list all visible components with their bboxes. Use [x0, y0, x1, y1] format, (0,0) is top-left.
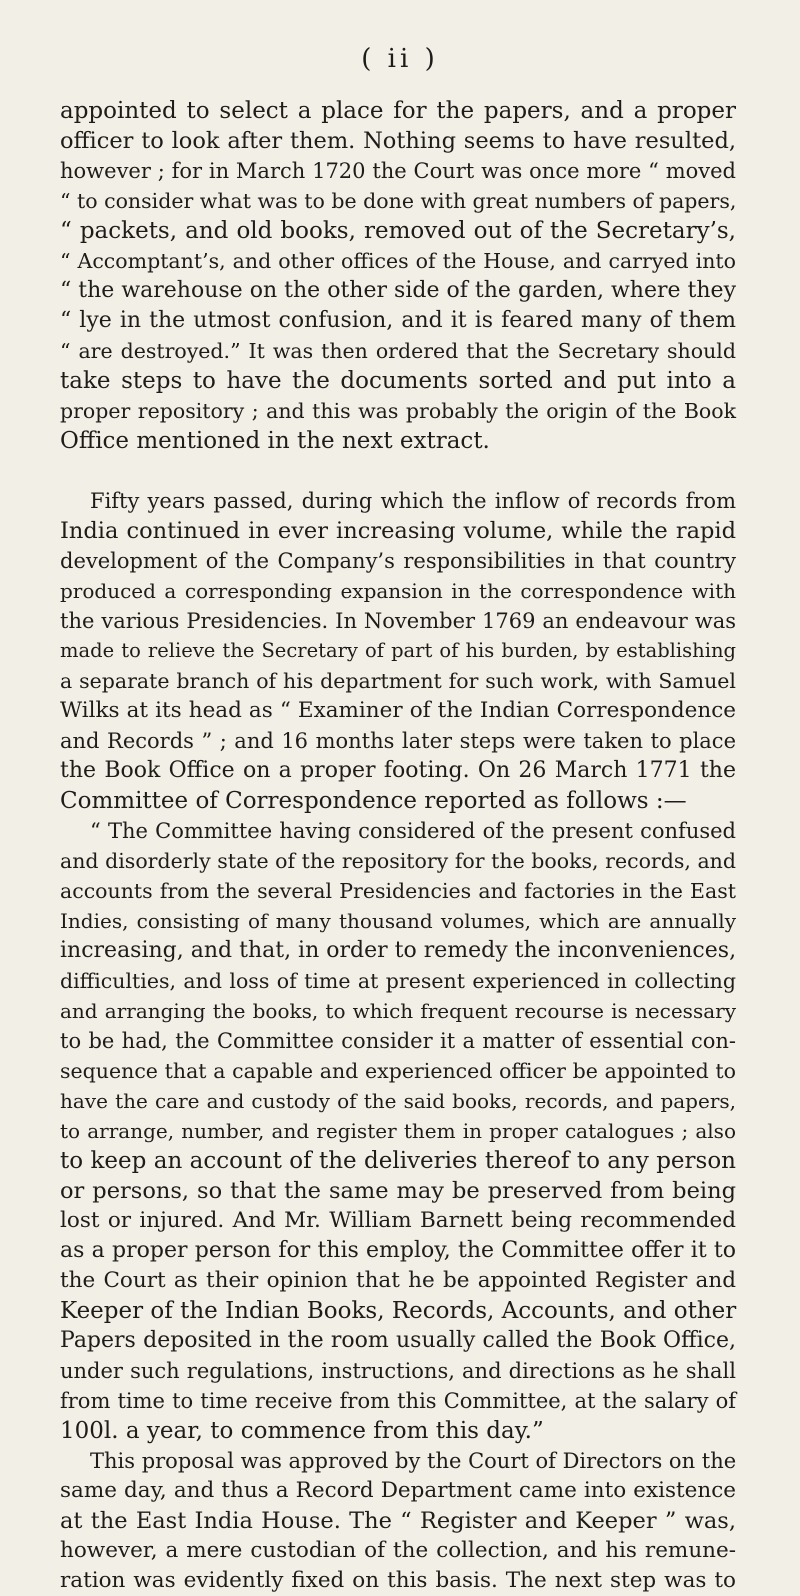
text-line: 100l. a year, to commence from this day.” — [60, 1418, 544, 1444]
text-line: and disorderly state of the repository for the books, records, and — [60, 849, 736, 873]
text-line: “ The Committee having considered of the present confused — [90, 819, 736, 843]
text-line: “ lye in the utmost confusion, and it is feared many of them — [60, 308, 736, 333]
text-line: to keep an account of the deliveries thereof to any person — [60, 1148, 736, 1174]
text-line: Indies, consisting of many thousand volumes, which are annually — [60, 909, 736, 933]
text-line: however, a mere custodian of the collection, and his remune- — [60, 1538, 736, 1563]
paragraph — [60, 486, 736, 816]
text-line: same day, and thus a Record Department came into existence — [60, 1478, 736, 1503]
text-line: the Court as their opinion that he be appointed Register and — [60, 1268, 736, 1293]
text-line: to be had, the Committee consider it a matter of essential con- — [60, 1029, 736, 1053]
text-line: the various Presidencies. In November 1769 an endeavour was — [60, 609, 736, 633]
text-line: “ the warehouse on the other side of the garden, where they — [60, 278, 736, 303]
text-line: India continued in ever increasing volume, while the rapid — [60, 518, 736, 544]
text-line: under such regulations, instructions, and directions as he shall — [60, 1359, 736, 1383]
text-line: as a proper person for this employ, the Committee offer it to — [60, 1238, 736, 1263]
text-line: made to relieve the Secretary of part of his burden, by establishing — [60, 639, 736, 662]
text-line: Keeper of the Indian Books, Records, Accounts, and other — [60, 1298, 737, 1324]
body-text — [60, 96, 736, 1596]
text-line: a separate branch of his department for such work, with Samuel — [60, 669, 736, 693]
page-number: ( ii ) — [361, 44, 439, 74]
text-line: “ Accomptant’s, and other offices of the House, and carryed into — [60, 249, 736, 273]
text-line: proper repository ; and this was probably the origin of the Book — [60, 399, 736, 423]
text-line: from time to time receive from this Committee, at the salary of — [60, 1389, 736, 1413]
text-line: Wilks at its head as “ Examiner of the Indian Correspondence — [60, 698, 736, 723]
text-line: officer to look after them. Nothing seems to have resulted, — [60, 128, 736, 154]
text-line: sequence that a capable and experienced officer be appointed to — [60, 1059, 736, 1083]
text-line: “ to consider what was to be done with great numbers of papers, — [60, 189, 737, 213]
text-line: lost or injured. And Mr. William Barnett being recommended — [60, 1208, 736, 1233]
text-line: ration was evidently fixed on this basis. The next step was to — [60, 1568, 736, 1593]
text-line: development of the Company’s responsibilities in that country — [60, 549, 736, 573]
paragraph — [60, 96, 736, 456]
text-line: This proposal was approved by the Court of Directors on the — [90, 1449, 737, 1473]
text-line: to arrange, number, and register them in proper catalogues ; also — [60, 1119, 736, 1143]
text-line: Fifty years passed, during which the inflow of records from — [90, 489, 736, 513]
paragraph — [60, 1446, 736, 1596]
text-line: or persons, so that the same may be preserved from being — [60, 1178, 736, 1204]
text-line: the Book Office on a proper footing. On 26 March 1771 the — [60, 758, 736, 783]
text-line: Committee of Correspondence reported as follows :— — [60, 788, 687, 814]
text-line: increasing, and that, in order to remedy the inconveniences, — [60, 938, 737, 963]
text-line: however ; for in March 1720 the Court was once more “ moved — [60, 159, 736, 183]
paragraph-gap — [60, 456, 736, 486]
text-line: produced a corresponding expansion in the correspondence with — [60, 579, 736, 603]
text-line: “ packets, and old books, removed out of the Secretary’s, — [60, 218, 736, 244]
text-line: Papers deposited in the room usually called the Book Office, — [60, 1328, 736, 1353]
text-line: accounts from the several Presidencies and factories in the East — [60, 879, 736, 903]
text-line: Office mentioned in the next extract. — [60, 428, 490, 454]
quoted-report — [60, 816, 736, 1446]
text-line: at the East India House. The “ Register and Keeper ” was, — [60, 1508, 736, 1534]
text-line: “ are destroyed.” It was then ordered that the Secretary should — [60, 339, 736, 363]
text-line: appointed to select a place for the papers, and a proper — [60, 98, 736, 124]
text-line: and arranging the books, to which frequent recourse is necessary — [60, 999, 736, 1023]
text-line: have the care and custody of the said books, records, and papers, — [60, 1089, 736, 1113]
text-line: difficulties, and loss of time at present experienced in collecting — [60, 969, 736, 993]
text-line: take steps to have the documents sorted and put into a — [60, 368, 736, 394]
text-line: and Records ” ; and 16 months later steps were taken to place — [60, 729, 736, 753]
